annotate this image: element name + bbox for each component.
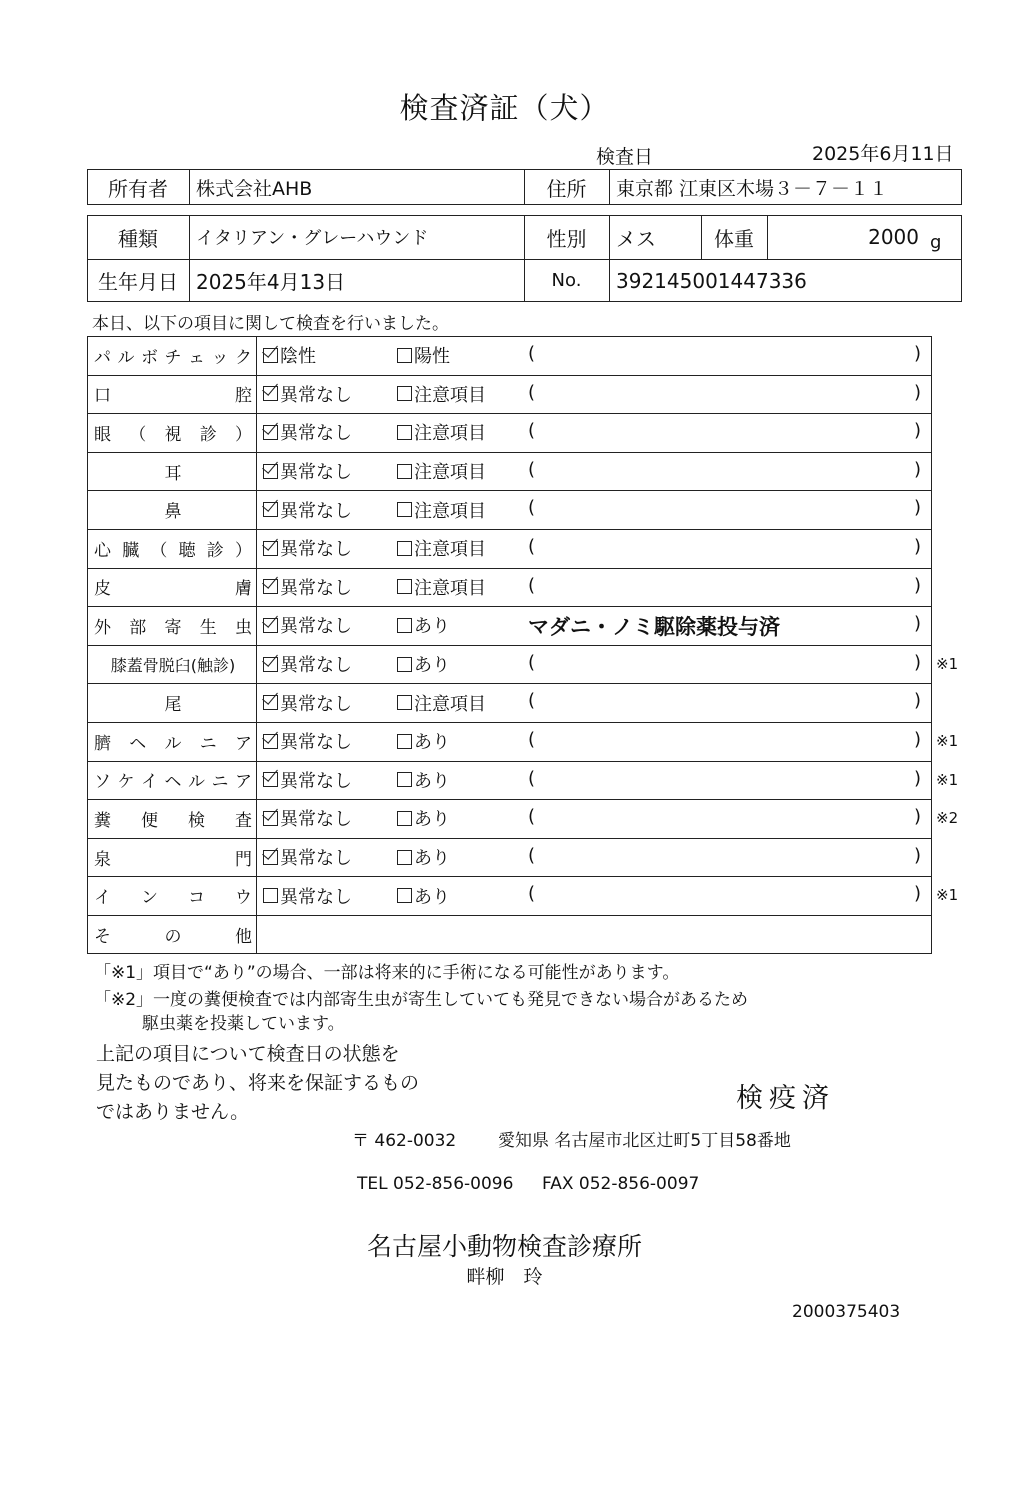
note-open-paren: ( [528, 767, 536, 789]
checkbox-icon[interactable] [263, 888, 278, 903]
checkbox-icon[interactable] [397, 888, 412, 903]
quarantine-stamp: 検疫済 [736, 1083, 835, 1114]
row-label-char: ヘ [164, 772, 182, 793]
clinic-name: 名古屋小動物検査診療所 [366, 1232, 642, 1261]
row-label-char: ヘ [129, 733, 147, 754]
row-label [90, 683, 256, 722]
option-alert-label: あり [414, 655, 450, 677]
option-normal[interactable] [263, 761, 352, 800]
row-label-char: 耳 [164, 463, 182, 484]
row-label-char: 泉 [94, 849, 111, 870]
note-open-paren: ( [528, 497, 536, 519]
note-open-paren: ( [528, 690, 536, 712]
row-label [90, 876, 256, 915]
option-alert-label: 注意項目 [414, 423, 486, 445]
row-label-char: 他 [235, 926, 252, 947]
note-open-paren: ( [528, 883, 536, 905]
weight-value: 2000 [868, 225, 919, 249]
row-label-char: 便 [141, 810, 158, 831]
row-label-char: 膚 [235, 579, 252, 600]
option-normal[interactable] [263, 683, 352, 722]
row-label-char: 鼻 [164, 502, 182, 523]
note-open-paren: ( [528, 729, 536, 750]
option-normal[interactable] [263, 568, 352, 607]
option-alert-label: あり [414, 616, 450, 638]
option-normal[interactable] [263, 529, 352, 568]
checkbox-icon[interactable] [397, 579, 412, 594]
note-open-paren: ( [528, 343, 536, 364]
row-label-char: ッ [211, 347, 229, 368]
row-label-char: ） [234, 540, 252, 561]
row-label-char: ボ [141, 347, 158, 368]
checkbox-icon[interactable] [263, 850, 278, 865]
note-close-paren: ) [914, 844, 922, 866]
footnote-2-line-2: 駆虫薬を投薬しています。 [142, 1014, 345, 1034]
checkbox-icon[interactable] [397, 657, 412, 672]
row-label-char: 皮 [94, 579, 111, 600]
option-normal-label: 異常なし [280, 616, 352, 638]
row-label-char: 診 [206, 540, 224, 561]
row-label [90, 336, 256, 375]
row-label-char: そ [94, 926, 111, 947]
row-label [90, 490, 256, 529]
row-label-char: 口 [94, 386, 111, 407]
row-label [90, 838, 256, 877]
option-alert[interactable] [397, 375, 486, 414]
note-close-paren: ) [914, 536, 922, 557]
note-close-paren: ) [914, 729, 922, 750]
note-close-paren: ) [914, 883, 922, 905]
row-label-char: 糞 [94, 810, 111, 831]
footnote-mark: ※2 [936, 809, 959, 828]
checkbox-icon[interactable] [263, 772, 278, 787]
row-label-char: 検 [188, 810, 205, 831]
option-alert-label: 注意項目 [414, 384, 486, 406]
option-normal[interactable] [263, 876, 352, 915]
row-label-char: 査 [235, 810, 252, 831]
guarantee-line: ではありません。 [96, 1101, 250, 1123]
note-open-paren: ( [528, 420, 536, 442]
checkbox-icon[interactable] [397, 464, 412, 479]
note-close-paren: ) [914, 767, 922, 789]
breed-label: 種類 [118, 226, 158, 251]
row-label-char: 腔 [235, 386, 252, 407]
note-close-paren: ) [914, 574, 922, 596]
row-label [90, 799, 256, 838]
row-label [90, 568, 256, 607]
option-normal-label: 異常なし [280, 655, 352, 677]
intro-text: 本日、以下の項目に関して検査を行いました。 [92, 314, 449, 334]
clinic-address: 愛知県 名古屋市北区辻町5丁目58番地 [498, 1131, 791, 1151]
note-close-paren: ) [914, 690, 922, 712]
owner-label: 所有者 [108, 176, 168, 201]
option-alert[interactable] [397, 490, 486, 529]
checkbox-icon[interactable] [397, 734, 412, 749]
option-normal[interactable] [263, 375, 352, 414]
no-label: No. [551, 270, 582, 291]
option-alert-label: あり [414, 770, 450, 792]
vet-name: 畔柳 玲 [466, 1266, 543, 1288]
option-alert-label: 注意項目 [414, 500, 486, 522]
row-label-char: ニ [199, 733, 217, 754]
footnote-1: 「※1」項目で“あり”の場合、一部は将来的に手術になる可能性があります。 [94, 963, 680, 983]
row-label-char: 門 [235, 849, 252, 870]
row-label [90, 722, 256, 761]
checkbox-icon[interactable] [263, 348, 278, 363]
option-normal[interactable] [263, 722, 352, 761]
row-label-char: ル [117, 347, 135, 368]
address-label: 住所 [546, 176, 587, 201]
row-label-char: ア [235, 772, 252, 793]
row-label-char: ェ [188, 347, 205, 368]
row-label [90, 606, 256, 645]
weight-label: 体重 [714, 226, 754, 251]
option-alert[interactable] [397, 452, 486, 491]
option-alert-label: あり [414, 732, 450, 754]
note-close-paren: ) [914, 420, 922, 442]
checkbox-icon[interactable] [263, 695, 278, 710]
checkbox-icon[interactable] [397, 348, 412, 363]
row-label-char: 臍 [94, 733, 111, 754]
note-open-paren: ( [528, 536, 536, 557]
option-alert-label: あり [414, 848, 450, 870]
checkbox-icon[interactable] [397, 386, 412, 401]
footnote-mark: ※1 [936, 770, 959, 789]
option-normal[interactable] [263, 490, 352, 529]
birth-label: 生年月日 [98, 270, 178, 294]
row-label-char: 尾 [164, 695, 182, 716]
note-close-paren: ) [914, 497, 922, 519]
option-normal[interactable] [263, 645, 352, 684]
checkbox-icon[interactable] [397, 541, 412, 556]
row-label-char: 診 [199, 424, 217, 445]
option-normal-label: 異常なし [280, 423, 352, 445]
option-alert[interactable] [397, 683, 486, 722]
option-alert-label: 注意項目 [414, 539, 486, 561]
row-label-char: （ [129, 424, 147, 445]
checkbox-icon[interactable] [397, 850, 412, 865]
checkbox-icon[interactable] [263, 657, 278, 672]
option-normal-label: 陰性 [280, 346, 316, 368]
option-alert-label: 注意項目 [414, 693, 486, 715]
option-normal-label: 異常なし [280, 809, 352, 831]
row-label-char: （ [150, 540, 168, 561]
option-alert[interactable] [397, 568, 486, 607]
option-alert[interactable] [397, 838, 450, 877]
row-label [90, 915, 256, 954]
option-alert-label: 注意項目 [414, 462, 486, 484]
exam-date-label: 検査日 [596, 146, 654, 168]
checkbox-icon[interactable] [397, 618, 412, 633]
option-normal-label: 異常なし [280, 693, 352, 715]
option-normal-label: 異常なし [280, 462, 352, 484]
row-label [90, 413, 256, 452]
note-open-paren: ( [528, 381, 536, 403]
option-normal-label: 異常なし [280, 384, 352, 406]
row-label [90, 529, 256, 568]
row-label-char: ク [235, 347, 252, 368]
row-label-char: 視 [164, 424, 182, 445]
row-label-char: ウ [235, 888, 252, 909]
checkbox-icon[interactable] [263, 425, 278, 440]
checkbox-icon[interactable] [263, 734, 278, 749]
option-alert[interactable] [397, 606, 450, 645]
row-label-char: イ [94, 888, 111, 909]
row-label-char: ケ [117, 772, 135, 793]
note-open-paren: ( [528, 574, 536, 596]
footnote-2-line-1: 「※2」一度の糞便検査では内部寄生虫が寄生していても発見できない場合があるため [94, 990, 749, 1010]
option-normal[interactable] [263, 606, 352, 645]
row-label-char: ア [235, 733, 252, 754]
option-alert[interactable] [397, 645, 450, 684]
note-open-paren: ( [528, 806, 536, 828]
row-label-char: チ [164, 347, 182, 368]
option-normal-label: 異常なし [280, 886, 352, 908]
checkbox-icon[interactable] [397, 811, 412, 826]
address-value: 東京都 江東区木場３－７－１１ [616, 177, 889, 200]
sex-value: メス [616, 226, 656, 251]
row-label-char: の [164, 926, 182, 947]
guarantee-line: 上記の項目について検査日の状態を [96, 1043, 400, 1065]
row-label [90, 761, 256, 800]
row-label [90, 645, 256, 684]
note-close-paren: ) [914, 613, 922, 635]
checkbox-icon[interactable] [263, 618, 278, 633]
row-label-char: ン [141, 888, 158, 909]
row-label-char: イ [141, 772, 158, 793]
option-normal-label: 異常なし [280, 577, 352, 599]
option-alert-label: あり [414, 809, 450, 831]
row-label-char: ニ [211, 772, 229, 793]
breed-value: イタリアン・グレーハウンド [196, 228, 429, 249]
note-open-paren: ( [528, 844, 536, 866]
option-alert[interactable] [397, 876, 450, 915]
row-label-char: 心 [94, 540, 111, 561]
option-alert[interactable] [397, 336, 450, 375]
row-label-char: ル [188, 772, 205, 793]
option-normal[interactable] [263, 452, 352, 491]
row-label-char: 生 [199, 617, 217, 638]
checkbox-icon[interactable] [263, 386, 278, 401]
clinic-fax: FAX 052-856-0097 [542, 1174, 700, 1194]
no-value: 392145001447336 [616, 268, 807, 293]
checkbox-icon[interactable] [263, 579, 278, 594]
row-label-char: 虫 [235, 617, 252, 638]
checkbox-icon[interactable] [397, 772, 412, 787]
option-alert[interactable] [397, 722, 450, 761]
option-alert[interactable] [397, 799, 450, 838]
option-alert[interactable] [397, 529, 486, 568]
owner-value: 株式会社AHB [196, 177, 313, 200]
sex-label: 性別 [546, 226, 587, 251]
row-label-char: 外 [94, 617, 111, 638]
page-title: 検査済証（犬） [399, 91, 610, 125]
footnote-mark: ※1 [936, 886, 959, 905]
checkbox-icon[interactable] [263, 464, 278, 479]
checkbox-icon[interactable] [263, 502, 278, 517]
note-open-paren: ( [528, 651, 536, 673]
row-label-char: パ [94, 347, 111, 368]
row-label-char: 臓 [122, 540, 140, 561]
checkbox-icon[interactable] [397, 695, 412, 710]
option-normal[interactable] [263, 413, 352, 452]
row-label-char: 眼 [94, 424, 111, 445]
option-normal[interactable] [263, 336, 316, 375]
row-label-char: 寄 [164, 617, 182, 638]
row-label-char: ソ [94, 772, 111, 793]
weight-unit: g [930, 231, 942, 253]
note-close-paren: ) [914, 651, 922, 673]
note-close-paren: ) [914, 806, 922, 828]
checkbox-icon[interactable] [263, 811, 278, 826]
note-open-paren: ( [528, 458, 536, 480]
guarantee-disclaimer [96, 1040, 419, 1127]
option-alert-label: 注意項目 [414, 577, 486, 599]
postal-code: 〒 462-0032 [352, 1131, 457, 1151]
row-label-char: コ [188, 888, 205, 909]
row-label-char: ） [235, 424, 252, 445]
option-normal-label: 異常なし [280, 848, 352, 870]
row-label-char: ル [164, 733, 182, 754]
exam-date: 2025年6月11日 [812, 143, 954, 165]
footnote-mark: ※1 [936, 732, 959, 750]
option-normal-label: 異常なし [280, 770, 352, 792]
row-note: マダニ・ノミ駆除薬投与済 [528, 615, 780, 640]
checkbox-icon[interactable] [263, 541, 278, 556]
option-normal[interactable] [263, 838, 352, 877]
option-normal-label: 異常なし [280, 732, 352, 754]
row-label-char: 聴 [178, 540, 196, 561]
serial-number: 2000375403 [792, 1302, 901, 1322]
checkbox-icon[interactable] [397, 502, 412, 517]
option-normal-label: 異常なし [280, 539, 352, 561]
row-label [90, 375, 256, 414]
option-alert-label: あり [414, 886, 450, 908]
note-close-paren: ) [914, 458, 922, 480]
footnote-mark: ※1 [936, 654, 959, 673]
checkbox-icon[interactable] [397, 425, 412, 440]
option-normal[interactable] [263, 799, 352, 838]
option-alert[interactable] [397, 761, 450, 800]
row-label-char: 膝蓋骨脱臼(触診) [110, 655, 236, 675]
option-normal-label: 異常なし [280, 500, 352, 522]
clinic-tel: TEL 052-856-0096 [357, 1174, 514, 1194]
guarantee-line: 見たものであり、将来を保証するもの [96, 1072, 420, 1094]
option-alert-label: 陽性 [414, 346, 450, 368]
row-label-char: 部 [129, 617, 147, 638]
note-close-paren: ) [914, 381, 922, 403]
birth-value: 2025年4月13日 [196, 270, 346, 294]
row-label [90, 452, 256, 491]
note-close-paren: ) [914, 343, 922, 364]
option-alert[interactable] [397, 413, 486, 452]
